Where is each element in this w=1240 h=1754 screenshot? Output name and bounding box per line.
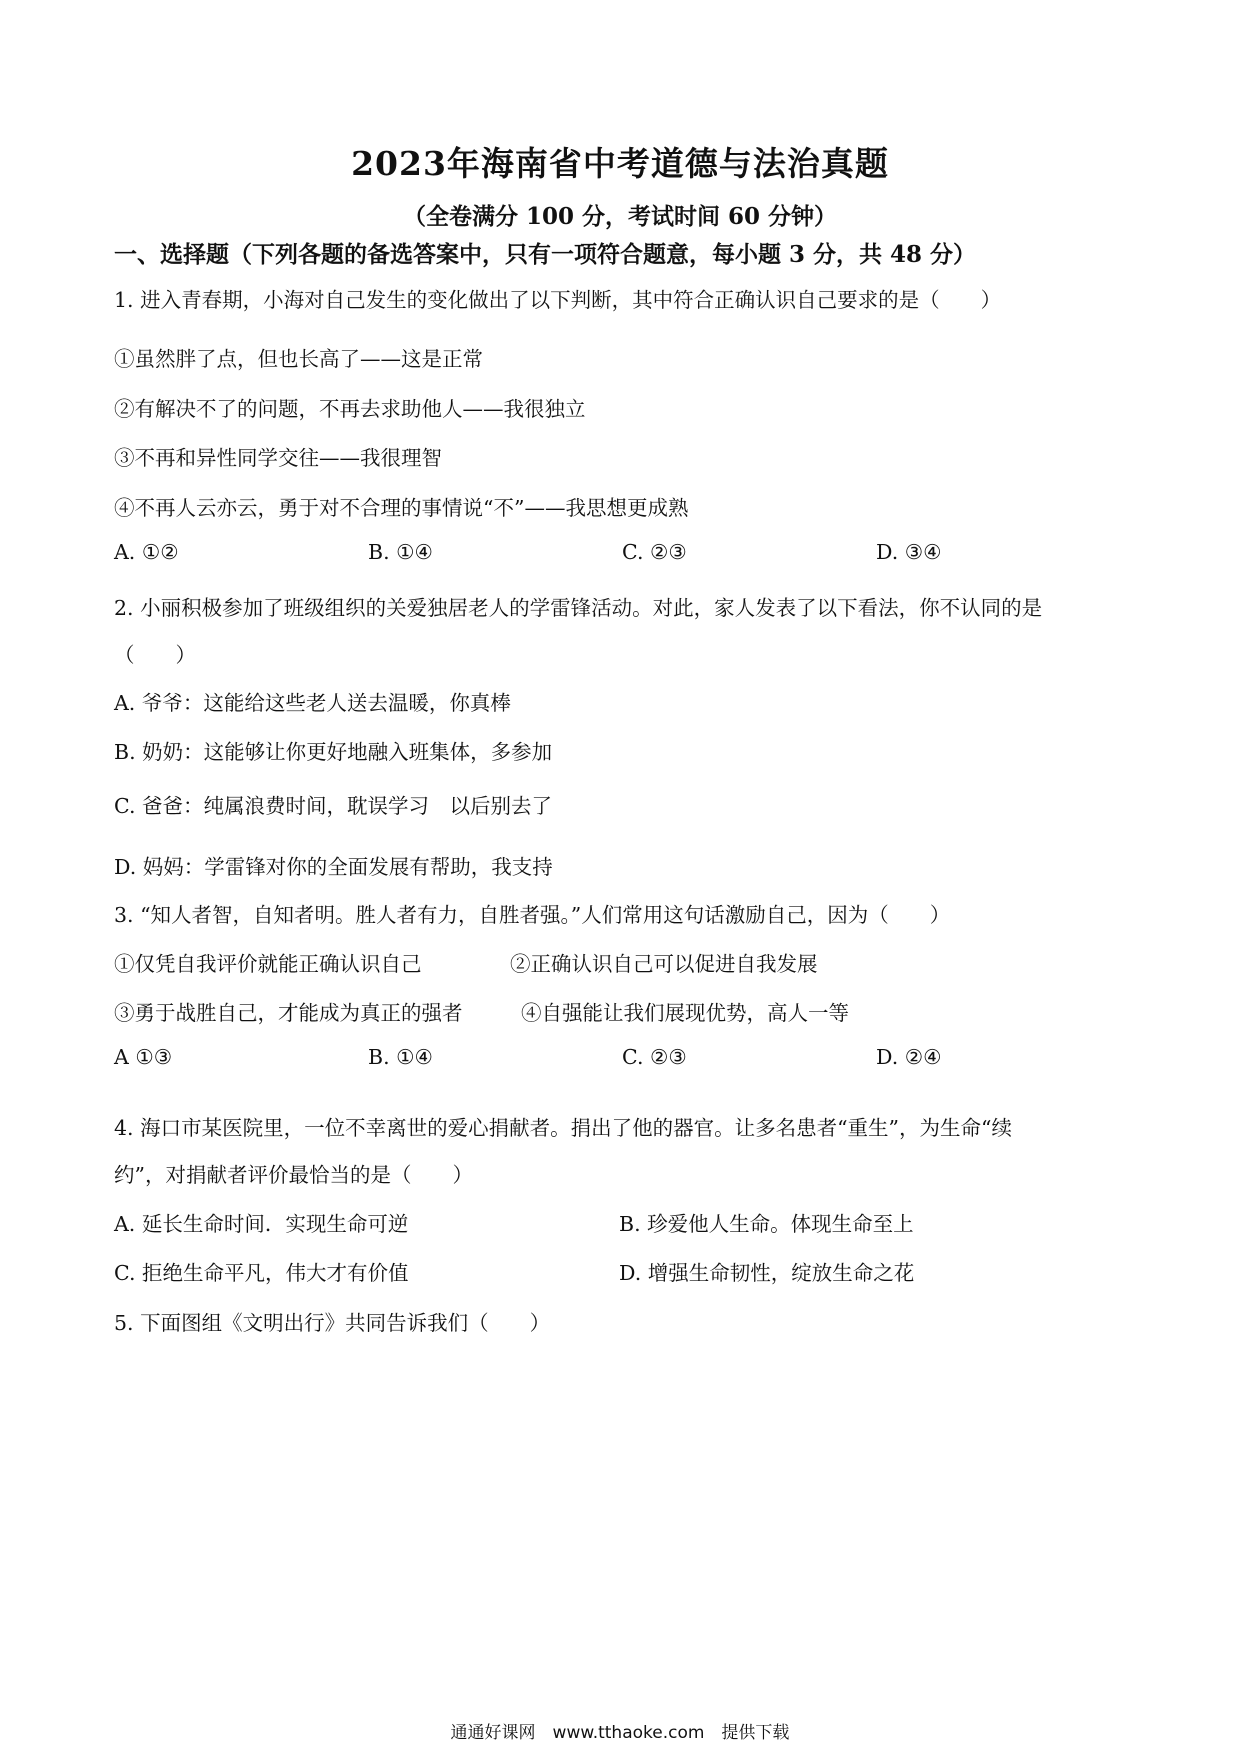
question-1-option-c: C. ②③ [622, 540, 687, 564]
question-4-option-b: B. 珍爱他人生命。体现生命至上 [619, 1212, 914, 1236]
question-3-item: ③勇于战胜自己，才能成为真正的强者 [114, 1001, 463, 1025]
question-2-stem-cont: （ ） [114, 643, 196, 667]
section-heading: 一、选择题（下列各题的备选答案中，只有一项符合题意，每小题 3 分，共 48 分） [114, 241, 977, 268]
question-2-option-d: D. 妈妈：学雷锋对你的全面发展有帮助，我支持 [114, 855, 553, 879]
question-4-option-d: D. 增强生命韧性，绽放生命之花 [619, 1261, 915, 1285]
question-4-option-c: C. 拒绝生命平凡，伟大才有价值 [114, 1261, 409, 1285]
page-title: 2023年海南省中考道德与法治真题 [351, 144, 889, 183]
question-1-option-b: B. ①④ [368, 540, 433, 564]
question-1-item: ③不再和异性同学交往——我很理智 [114, 446, 442, 470]
question-1-item: ②有解决不了的问题，不再去求助他人——我很独立 [114, 397, 586, 421]
question-1-option-a: A. ①② [114, 540, 179, 564]
question-3-option-d: D. ②④ [876, 1045, 942, 1069]
question-1-item: ①虽然胖了点，但也长高了——这是正常 [114, 347, 483, 371]
question-3-item: ①仅凭自我评价就能正确认识自己 [114, 952, 422, 976]
question-3-option-b: B. ①④ [368, 1045, 433, 1069]
question-2-option-b: B. 奶奶：这能够让你更好地融入班集体，多参加 [114, 740, 553, 764]
question-1-stem: 1. 进入青春期，小海对自己发生的变化做出了以下判断，其中符合正确认识自己要求的是（ ） [114, 288, 1002, 312]
question-3-item: ②正确认识自己可以促进自我发展 [510, 952, 818, 976]
exam-info: （全卷满分 100 分，考试时间 60 分钟） [402, 203, 838, 230]
question-3-stem: 3. “知人者智，自知者明。胜人者有力，自胜者强。”人们常用这句话激励自己，因为（ ） [114, 903, 951, 927]
question-4-option-a: A. 延长生命时间．实现生命可逆 [114, 1212, 409, 1236]
question-4-stem-cont: 约”，对捐献者评价最恰当的是（ ） [114, 1163, 473, 1187]
question-1-item: ④不再人云亦云，勇于对不合理的事情说“不”——我思想更成熟 [114, 496, 689, 520]
question-2-option-a: A. 爷爷：这能给这些老人送去温暖，你真棒 [114, 691, 511, 715]
question-4-stem: 4. 海口市某医院里，一位不幸离世的爱心捐献者。捐出了他的器官。让多名患者“重生”，为生命“续 [114, 1116, 1013, 1140]
question-5-stem: 5. 下面图组《文明出行》共同告诉我们（ ） [114, 1311, 551, 1335]
question-1-option-d: D. ③④ [876, 540, 942, 564]
question-3-option-c: C. ②③ [622, 1045, 687, 1069]
page-footer: 通通好课网 www.tthaoke.com 提供下载 [450, 1723, 790, 1743]
question-2-stem: 2. 小丽积极参加了班级组织的关爱独居老人的学雷锋活动。对此，家人发表了以下看法，你不认同的是 [114, 596, 1043, 620]
question-2-option-c: C. 爸爸：纯属浪费时间，耽误学习 以后别去了 [114, 794, 552, 818]
question-3-item: ④自强能让我们展现优势，高人一等 [521, 1001, 849, 1025]
question-3-option-a: A ①③ [114, 1045, 173, 1069]
